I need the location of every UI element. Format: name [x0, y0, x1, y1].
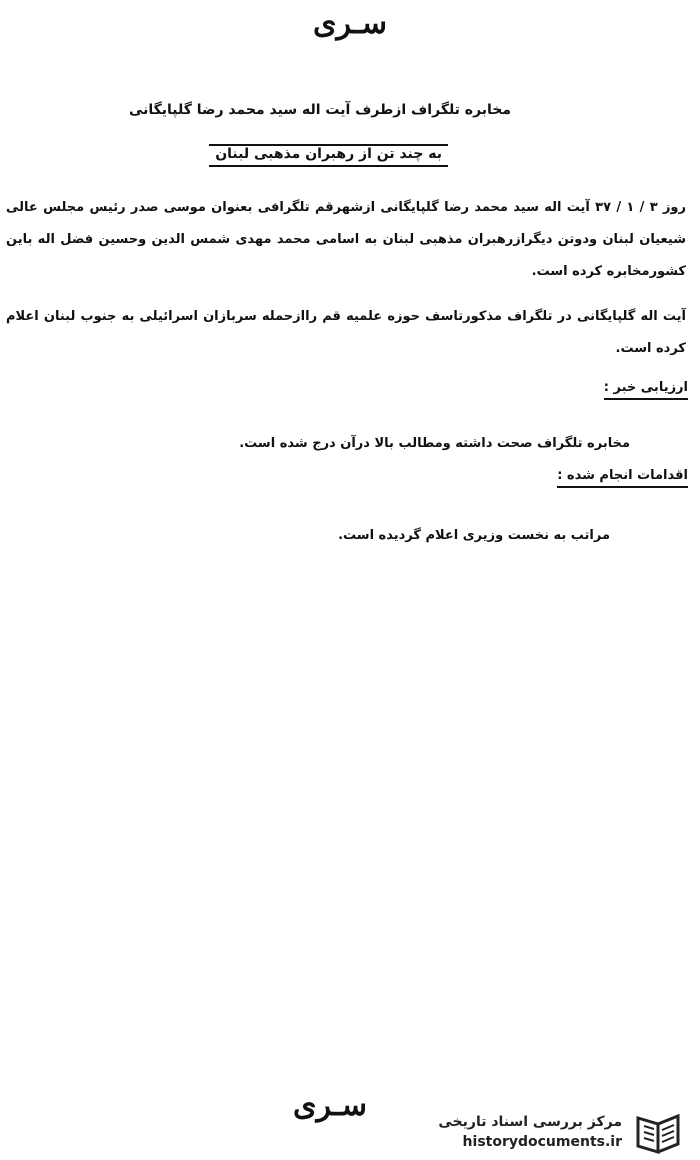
- classification-footer: سـری: [293, 1088, 367, 1123]
- assessment-heading: ارزیابی خبر :: [604, 380, 688, 400]
- assessment-text: مخابره تلگراف صحت داشته ومطالب بالا درآن درج شده است.: [239, 436, 630, 451]
- book-emblem-icon: [632, 1112, 684, 1156]
- report-paragraph-2: آیت اله گلپایگانی در تلگراف مذکورتاسف حوزه علمیه قم راازحمله سربازان اسرائیلی به جنوب لبنان اعلام کرده است.: [6, 309, 686, 356]
- actions-text: مراتب به نخست وزیری اعلام گردیده است.: [338, 528, 610, 543]
- watermark-title: مرکز بررسی اسناد تاریخی: [438, 1114, 622, 1130]
- classification-header: سـری: [313, 6, 387, 41]
- report-paragraph-1: روز ۳ / ۱ / ۳۷ آیت اله سید محمد رضا گلپایگانی ازشهرقم تلگرافی بعنوان موسی صدر رئیس مجلس عالی شیعیان لبنان ودوتن دیگرازرهبران مذهبی لبنان به اسامی محمد مهدی شمس الدین وحسین فضل اله باین کشورمخابره کرده است.: [6, 200, 686, 279]
- subject-line-1: مخابره تلگراف ازطرف آیت اله سید محمد رضا گلپایگانی: [128, 102, 512, 118]
- archive-watermark: [430, 1112, 692, 1156]
- actions-heading: اقدامات انجام شده :: [557, 468, 688, 488]
- subject-line-2: به چند تن از رهبران مذهبی لبنان: [209, 144, 448, 167]
- watermark-url: historydocuments.ir: [462, 1134, 622, 1150]
